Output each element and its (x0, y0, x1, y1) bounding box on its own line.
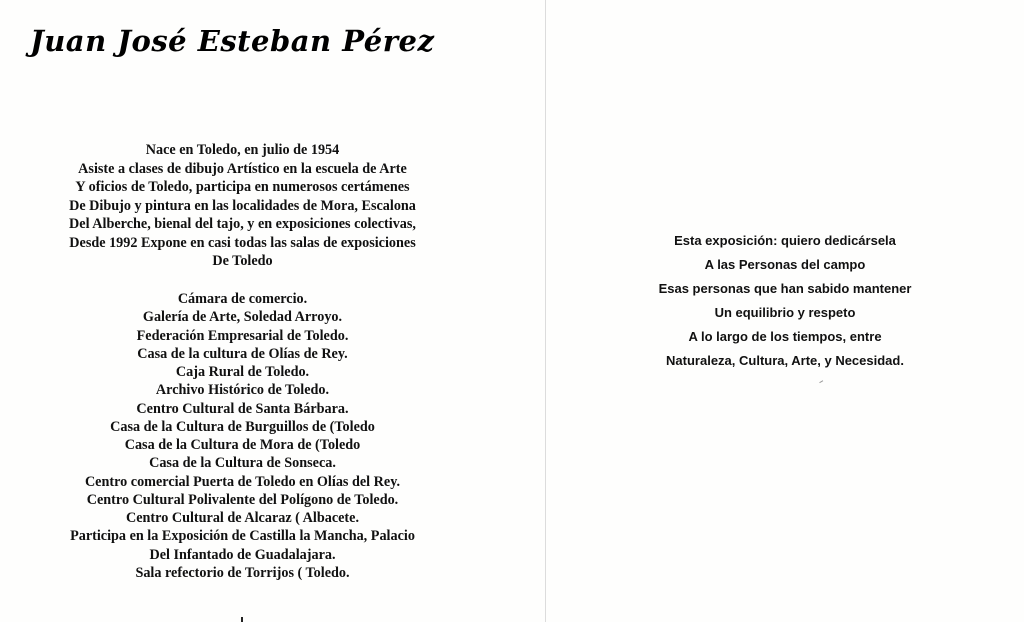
dedication-block (546, 229, 1024, 373)
exhibition-item: Sala refectorio de Torrijos ( Toledo. (135, 564, 350, 581)
exhibition-item: Casa de la Cultura de Sonseca. (149, 455, 336, 472)
exhibition-item: Del Infantado de Guadalajara. (149, 546, 336, 563)
exhibition-item: Centro comercial Puerta de Toledo en Olías del Rey. (84, 473, 401, 490)
dedication-line: Un equilibrio y respeto (714, 305, 856, 320)
exhibition-item: Centro Cultural de Santa Bárbara. (136, 400, 349, 417)
exhibition-item: Participa en la Exposición de Castilla la Mancha, Palacio (70, 528, 415, 545)
exhibition-item: Centro Cultural Polivalente del Polígono de Toledo. (86, 491, 399, 508)
bio-line: Asiste a clases de dibujo Artístico en la escuela de Arte (78, 160, 407, 177)
biography-block (20, 141, 465, 271)
exhibition-item: Casa de la Cultura de Mora de (Toledo (124, 437, 361, 453)
dedication-line: A las Personas del campo (704, 257, 866, 272)
bio-line: Desde 1992 Expone en casi todas las salas de exposiciones (69, 234, 416, 251)
exhibition-item: Federación Empresarial de Toledo. (136, 327, 349, 344)
exhibition-item: Caja Rural de Toledo. (175, 364, 310, 380)
exhibition-item: Centro Cultural de Alcaraz ( Albacete. (126, 510, 359, 526)
bio-line: Y oficios de Toledo, participa en numerosos certámenes (75, 179, 410, 195)
bio-line: Del Alberche, bienal del tajo, y en exposiciones colectivas, (69, 216, 416, 232)
exhibitions-list (20, 290, 465, 582)
bio-line: De Toledo (212, 253, 273, 269)
dedication-line: Naturaleza, Cultura, Arte, y Necesidad. (666, 353, 904, 368)
dedication-line: Esas personas que han sabido mantener (658, 281, 912, 296)
right-page (546, 0, 1024, 622)
bio-line: De Dibujo y pintura en las localidades de Mora, Escalona (69, 197, 416, 214)
dedication-line: Esta exposición: quiero dedicársela (674, 233, 896, 248)
exhibition-item: Casa de la cultura de Olías de Rey. (137, 345, 348, 362)
bio-line: Nace en Toledo, en julio de 1954 (145, 142, 340, 158)
exhibition-item: Archivo Histórico de Toledo. (155, 382, 330, 399)
dedication-line: A lo largo de los tiempos, entre (688, 329, 882, 344)
exhibition-item: Cámara de comercio. (177, 291, 308, 307)
artist-name-heading: Juan José Esteban Pérez (30, 24, 435, 58)
scan-speck (241, 617, 243, 622)
exhibition-item: Casa de la Cultura de Burguillos de (Toledo (110, 418, 375, 435)
exhibition-item: Galería de Arte, Soledad Arroyo. (142, 309, 343, 326)
